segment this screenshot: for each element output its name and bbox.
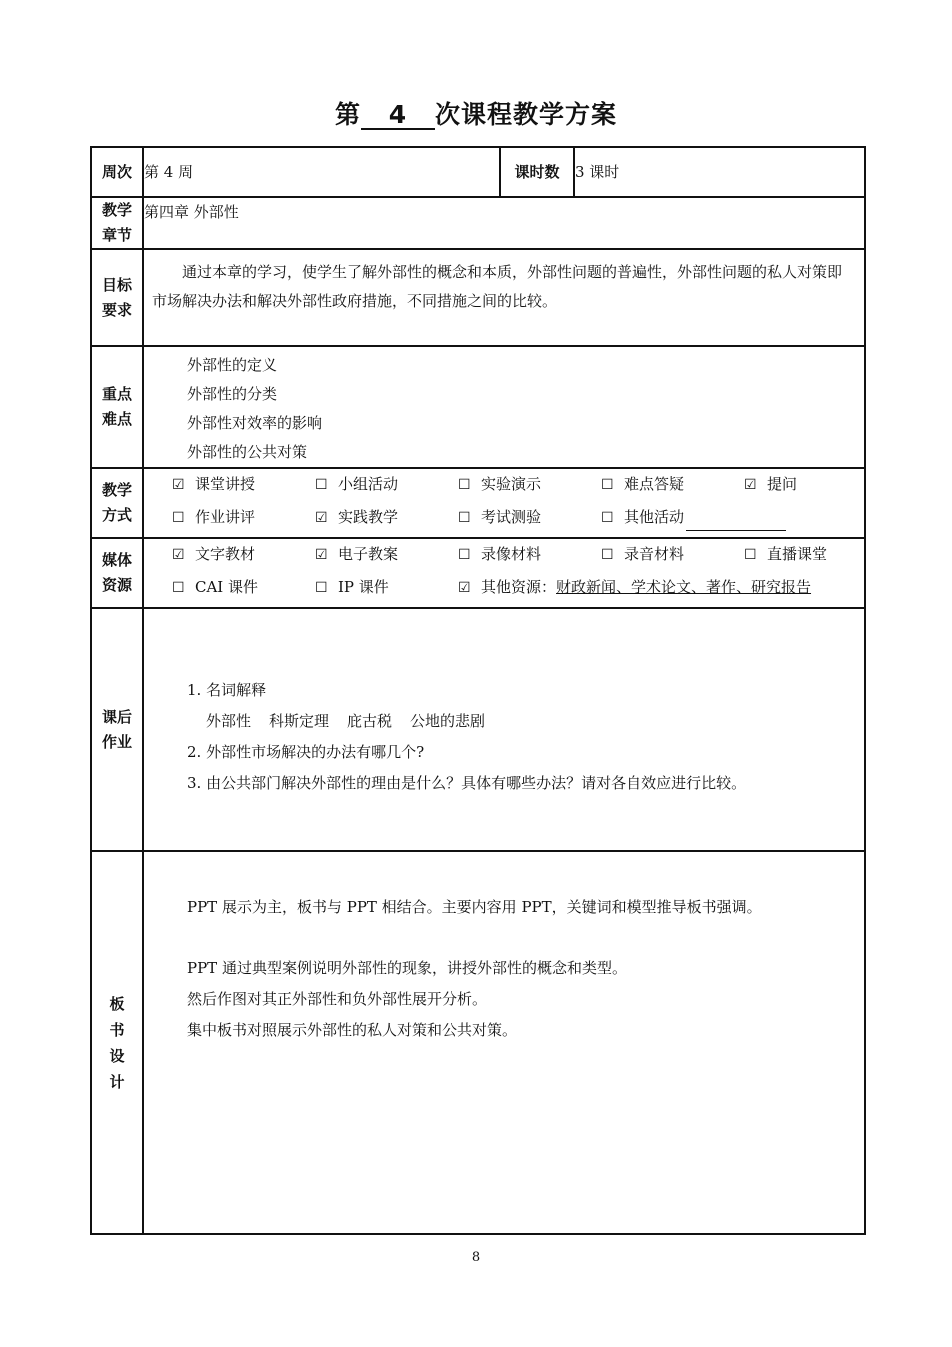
methods-label: 教学 方式	[91, 468, 143, 538]
checkbox-text-materials[interactable]: ☑ 文字教材	[172, 541, 315, 568]
checkbox-icon: ☑	[458, 580, 471, 596]
list-item: 公地的悲剧	[410, 712, 486, 730]
checkbox-icon: ☐	[315, 580, 328, 596]
checkbox-icon: ☐	[458, 547, 471, 563]
key-points-list	[144, 347, 864, 467]
checkbox-other-activity[interactable]: ☐ 其他活动	[601, 504, 786, 531]
other-activity-blank[interactable]	[686, 512, 786, 531]
key-points-label: 重点 难点	[91, 346, 143, 468]
board-line-4: 集中板书对照展示外部性的私人对策和公共对策。	[187, 1021, 518, 1039]
checkbox-icon: ☑	[315, 547, 328, 563]
checkbox-icon: ☐	[458, 477, 471, 493]
checkbox-other-resources[interactable]: ☑ 其他资源：财政新闻、学术论文、著作、研究报告	[458, 574, 811, 601]
list-item: 庇古税	[347, 712, 393, 730]
list-item: 外部性的分类	[187, 385, 278, 403]
homework-q1: 1. 名词解释	[187, 681, 267, 699]
board-line-3: 然后作图对其正外部性和负外部性展开分析。	[187, 990, 488, 1008]
week-value: 第 4 周	[143, 147, 500, 197]
hours-value: 3 课时	[574, 147, 865, 197]
methods-options	[144, 469, 864, 537]
checkbox-icon: ☐	[315, 477, 328, 493]
list-item: 外部性的公共对策	[187, 443, 308, 461]
board-line-1: PPT 展示为主，板书与 PPT 相结合。主要内容用 PPT，关键词和模型推导板书强调。	[187, 898, 762, 916]
board-line-2: PPT 通过典型案例说明外部性的现象，讲授外部性的概念和类型。	[187, 959, 627, 977]
homework-q2: 2. 外部性市场解决的办法有哪几个?	[187, 743, 425, 761]
checkbox-icon: ☐	[601, 510, 614, 526]
chapter-label: 教学 章节	[91, 197, 143, 249]
checkbox-icon: ☑	[172, 477, 185, 493]
homework-q3: 3. 由公共部门解决外部性的理由是什么？具体有哪些办法？请对各自效应进行比较。	[187, 774, 747, 792]
hours-label: 课时数	[500, 147, 574, 197]
list-item: 科斯定理	[269, 712, 330, 730]
title-prefix: 第	[334, 100, 361, 129]
methods-row	[91, 468, 865, 538]
week-label: 周次	[91, 147, 143, 197]
checkbox-video-materials[interactable]: ☐ 录像材料	[458, 541, 601, 568]
goals-text: 通过本章的学习，使学生了解外部性的概念和本质，外部性问题的普遍性，外部性问题的私人对策即市场解决办法和解决外部性政府措施，不同措施之间的比较。	[152, 263, 843, 310]
checkbox-questioning[interactable]: ☑ 提问	[744, 471, 797, 498]
list-item: 外部性	[206, 712, 252, 730]
page-number: 8	[471, 1250, 481, 1265]
other-resources-value: 财政新闻、学术论文、著作、研究报告	[556, 578, 812, 596]
checkbox-experiment-demo[interactable]: ☐ 实验演示	[458, 471, 601, 498]
homework-content	[144, 609, 864, 799]
checkbox-lecture[interactable]: ☑ 课堂讲授	[172, 471, 315, 498]
board-design-label: 板 书 设 计	[91, 851, 143, 1234]
media-row	[91, 538, 865, 608]
checkbox-icon: ☐	[172, 510, 185, 526]
checkbox-icon: ☑	[744, 477, 757, 493]
title-number: 4	[361, 102, 435, 130]
checkbox-homework-review[interactable]: ☐ 作业讲评	[172, 504, 315, 531]
checkbox-difficulty-qa[interactable]: ☐ 难点答疑	[601, 471, 744, 498]
chapter-row	[91, 197, 865, 249]
goals-row	[91, 249, 865, 346]
homework-terms	[187, 706, 856, 737]
checkbox-icon: ☐	[744, 547, 757, 563]
checkbox-icon: ☐	[601, 547, 614, 563]
checkbox-ip-courseware[interactable]: ☐ IP 课件	[315, 574, 458, 601]
checkbox-e-lesson-plan[interactable]: ☑ 电子教案	[315, 541, 458, 568]
homework-label: 课后 作业	[91, 608, 143, 851]
checkbox-audio-materials[interactable]: ☐ 录音材料	[601, 541, 744, 568]
media-options	[144, 539, 864, 607]
goals-label: 目标 要求	[91, 249, 143, 346]
checkbox-practice-teaching[interactable]: ☑ 实践教学	[315, 504, 458, 531]
media-label: 媒体 资源	[91, 538, 143, 608]
checkbox-icon: ☑	[315, 510, 328, 526]
board-design-row	[91, 851, 865, 1234]
checkbox-icon: ☐	[601, 477, 614, 493]
chapter-value: 第四章 外部性	[143, 197, 865, 249]
checkbox-icon: ☐	[172, 580, 185, 596]
checkbox-group-activity[interactable]: ☐ 小组活动	[315, 471, 458, 498]
homework-row	[91, 608, 865, 851]
title-suffix: 次课程教学方案	[435, 100, 618, 129]
key-points-row	[91, 346, 865, 468]
checkbox-icon: ☐	[458, 510, 471, 526]
page-title	[0, 100, 952, 130]
lesson-plan-table	[90, 146, 866, 1235]
list-item: 外部性对效率的影响	[187, 414, 323, 432]
checkbox-live-class[interactable]: ☐ 直播课堂	[744, 541, 827, 568]
week-row	[91, 147, 865, 197]
checkbox-icon: ☑	[172, 547, 185, 563]
checkbox-cai-courseware[interactable]: ☐ CAI 课件	[172, 574, 315, 601]
list-item: 外部性的定义	[187, 356, 278, 374]
checkbox-exam[interactable]: ☐ 考试测验	[458, 504, 601, 531]
board-design-content	[144, 852, 864, 1046]
